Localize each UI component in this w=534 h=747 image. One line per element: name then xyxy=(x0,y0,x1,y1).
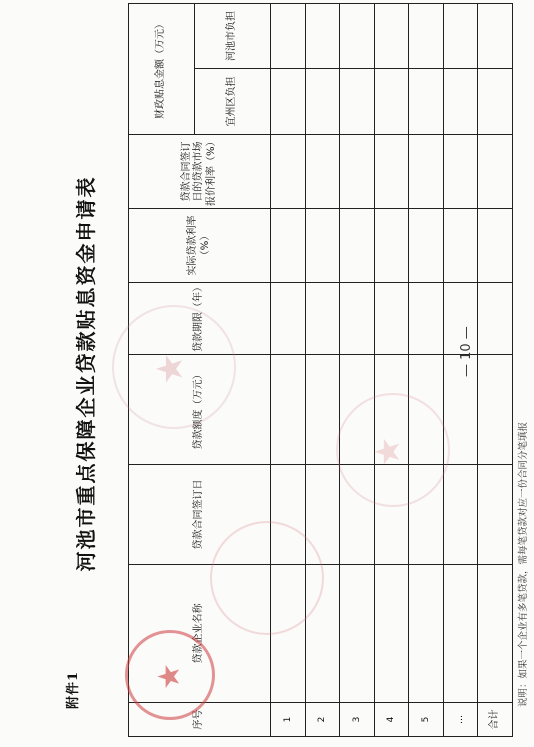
table-cell xyxy=(340,4,375,69)
explanatory-note: 说明：如果一个企业有多笔贷款，需每笔贷款对应一份合同分笔填报 xyxy=(518,421,529,707)
table-cell xyxy=(340,209,375,283)
table-cell xyxy=(374,209,409,283)
attachment-label: 附件1 xyxy=(66,670,81,709)
page-title: 河池市重点保障企业贷款贴息资金申请表 xyxy=(74,175,98,572)
table-row xyxy=(409,4,444,737)
table-row xyxy=(340,4,375,737)
header-market-rate: 贷款合同签订日的贷款市场报价利率（%） xyxy=(129,135,271,209)
table-cell xyxy=(374,4,409,69)
table-cell xyxy=(271,209,306,283)
table-cell xyxy=(271,135,306,209)
table-cell xyxy=(478,283,513,355)
table-cell xyxy=(443,135,478,209)
table-cell xyxy=(374,69,409,135)
header-serial: 序号 xyxy=(129,703,271,737)
table-cell xyxy=(478,465,513,565)
seal-star-icon: ★ xyxy=(368,436,408,467)
table-cell xyxy=(443,4,478,69)
table-cell xyxy=(271,283,306,355)
row-label: 3 xyxy=(340,703,375,737)
table-cell xyxy=(305,355,340,465)
table-cell xyxy=(478,4,513,69)
table-cell xyxy=(443,465,478,565)
faint-seal-stamp xyxy=(210,521,324,635)
table-cell xyxy=(409,135,444,209)
row-label: 5 xyxy=(409,703,444,737)
table-cell xyxy=(443,69,478,135)
table-cell xyxy=(271,69,306,135)
table-cell xyxy=(409,283,444,355)
table-cell xyxy=(409,69,444,135)
table-cell xyxy=(305,69,340,135)
row-label: 2 xyxy=(305,703,340,737)
row-label: 1 xyxy=(271,703,306,737)
table-cell xyxy=(305,135,340,209)
seal-star-icon: ★ xyxy=(152,663,187,690)
header-actual-rate: 实际贷款利率（%） xyxy=(129,209,271,283)
table-row xyxy=(305,4,340,737)
faint-seal-stamp xyxy=(336,393,450,507)
header-term: 贷款期限（年） xyxy=(129,283,271,355)
table-cell xyxy=(305,4,340,69)
row-label: … xyxy=(443,703,478,737)
table-cell xyxy=(478,209,513,283)
table-cell xyxy=(478,69,513,135)
table-cell xyxy=(443,565,478,703)
table-cell xyxy=(478,135,513,209)
table-cell xyxy=(443,209,478,283)
table-cell xyxy=(478,565,513,703)
table-cell xyxy=(340,565,375,703)
table-cell xyxy=(374,283,409,355)
total-row xyxy=(478,4,513,737)
table-cell xyxy=(305,283,340,355)
table-cell xyxy=(305,209,340,283)
table-cell xyxy=(374,565,409,703)
header-amount: 贷款额度（万元） xyxy=(129,355,271,465)
table-cell xyxy=(374,135,409,209)
table-cell xyxy=(340,135,375,209)
table-cell xyxy=(340,283,375,355)
faint-seal-stamp xyxy=(112,305,236,429)
table-cell xyxy=(271,4,306,69)
official-seal-stamp xyxy=(125,630,215,720)
total-label: 合计 xyxy=(478,703,513,737)
seal-star-icon: ★ xyxy=(150,352,191,385)
table-cell xyxy=(409,4,444,69)
table-cell xyxy=(340,69,375,135)
table-row xyxy=(374,4,409,737)
header-sign-date: 贷款合同签订日 xyxy=(129,465,271,565)
table-cell xyxy=(409,209,444,283)
header-subsidy-yizhou: 宜州区负担 xyxy=(194,69,271,135)
page-number: — 10 — xyxy=(459,326,474,377)
table-cell xyxy=(409,565,444,703)
table-cell xyxy=(271,355,306,465)
table-cell xyxy=(478,355,513,465)
header-subsidy-hechi: 河池市负担 xyxy=(194,4,271,69)
header-subsidy-group: 财政贴息金额（万元） xyxy=(129,4,195,135)
row-label: 4 xyxy=(374,703,409,737)
header-company: 贷款企业名称 xyxy=(129,565,271,703)
